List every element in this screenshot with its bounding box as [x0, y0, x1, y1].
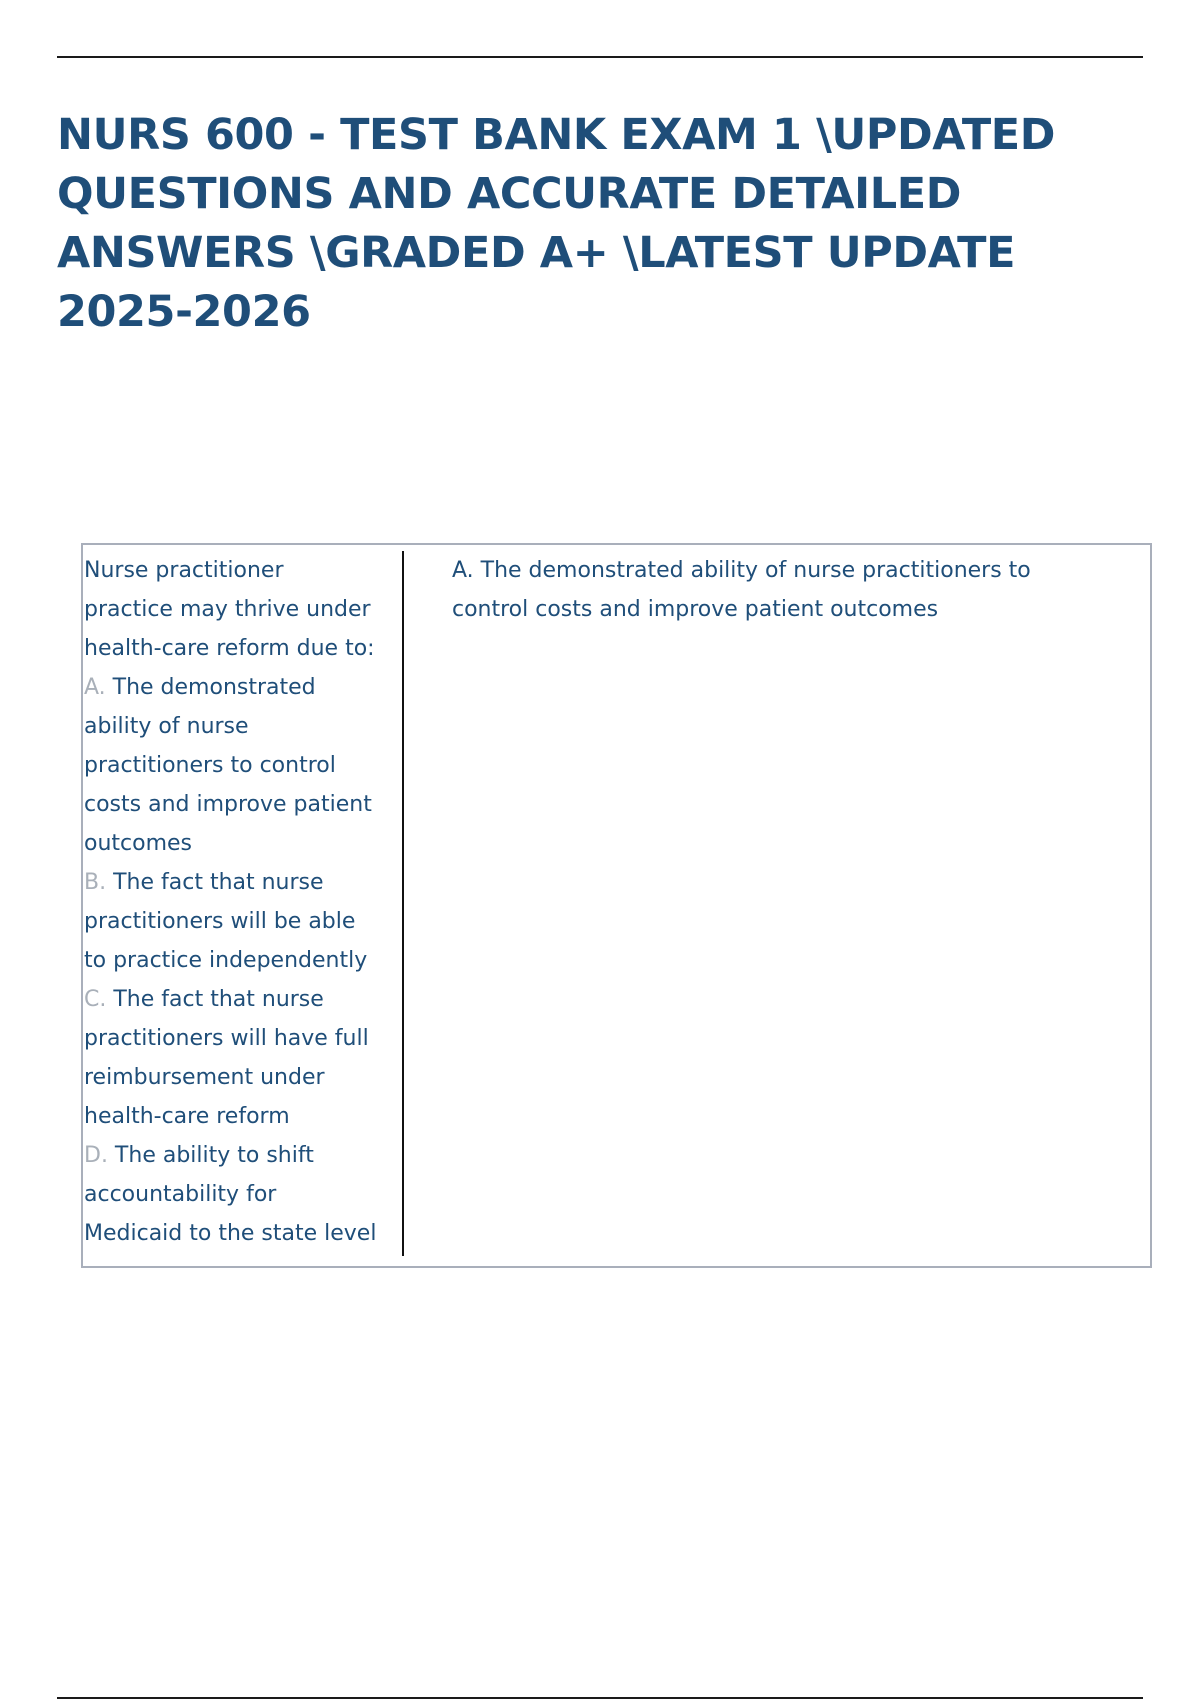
answer-cell: A. The demonstrated ability of nurse practitioners to control costs and improve patient outcomes: [452, 558, 1031, 622]
option-b-line: to practice independently: [84, 948, 368, 973]
option-d-letter: D.: [84, 1143, 108, 1168]
option-c-line: [84, 980, 402, 1019]
option-d-line: accountability for: [84, 1182, 277, 1207]
option-c-text: The fact that nurse: [106, 987, 324, 1012]
option-b-line: practitioners will be able: [84, 909, 356, 934]
option-c-line: health-care reform: [84, 1104, 290, 1129]
option-b-text: The fact that nurse: [106, 870, 324, 895]
option-a-letter: A.: [84, 675, 106, 700]
option-b-line: [84, 863, 402, 902]
option-d-line: [84, 1136, 402, 1175]
option-c-line: reimbursement under: [84, 1065, 325, 1090]
question-stem-line: health-care reform due to:: [84, 636, 375, 661]
option-a-line: outcomes: [84, 831, 193, 856]
question-stem-line: Nurse practitioner: [84, 558, 284, 583]
option-b-letter: B.: [84, 870, 107, 895]
option-d-line: Medicaid to the state level: [84, 1221, 377, 1246]
option-c-letter: C.: [84, 987, 107, 1012]
option-c-line: practitioners will have full: [84, 1026, 369, 1051]
option-d-text: The ability to shift: [107, 1143, 314, 1168]
top-rule: [57, 56, 1143, 58]
question-answer-table: [81, 543, 1152, 1268]
bottom-rule: [57, 1697, 1143, 1699]
option-a-line: practitioners to control: [84, 753, 336, 778]
option-a-line: [84, 668, 402, 707]
option-a-text: The demonstrated: [105, 675, 316, 700]
option-a-line: costs and improve patient: [84, 792, 372, 817]
document-title: NURS 600 - TEST BANK EXAM 1 \UPDATED QUESTIONS AND ACCURATE DETAILED ANSWERS \GRADED A+ \LATEST UPDATE 2025-2026: [57, 110, 1056, 337]
question-stem-line: practice may thrive under: [84, 597, 371, 622]
option-a-line: ability of nurse: [84, 714, 249, 739]
question-cell: [84, 551, 404, 1256]
